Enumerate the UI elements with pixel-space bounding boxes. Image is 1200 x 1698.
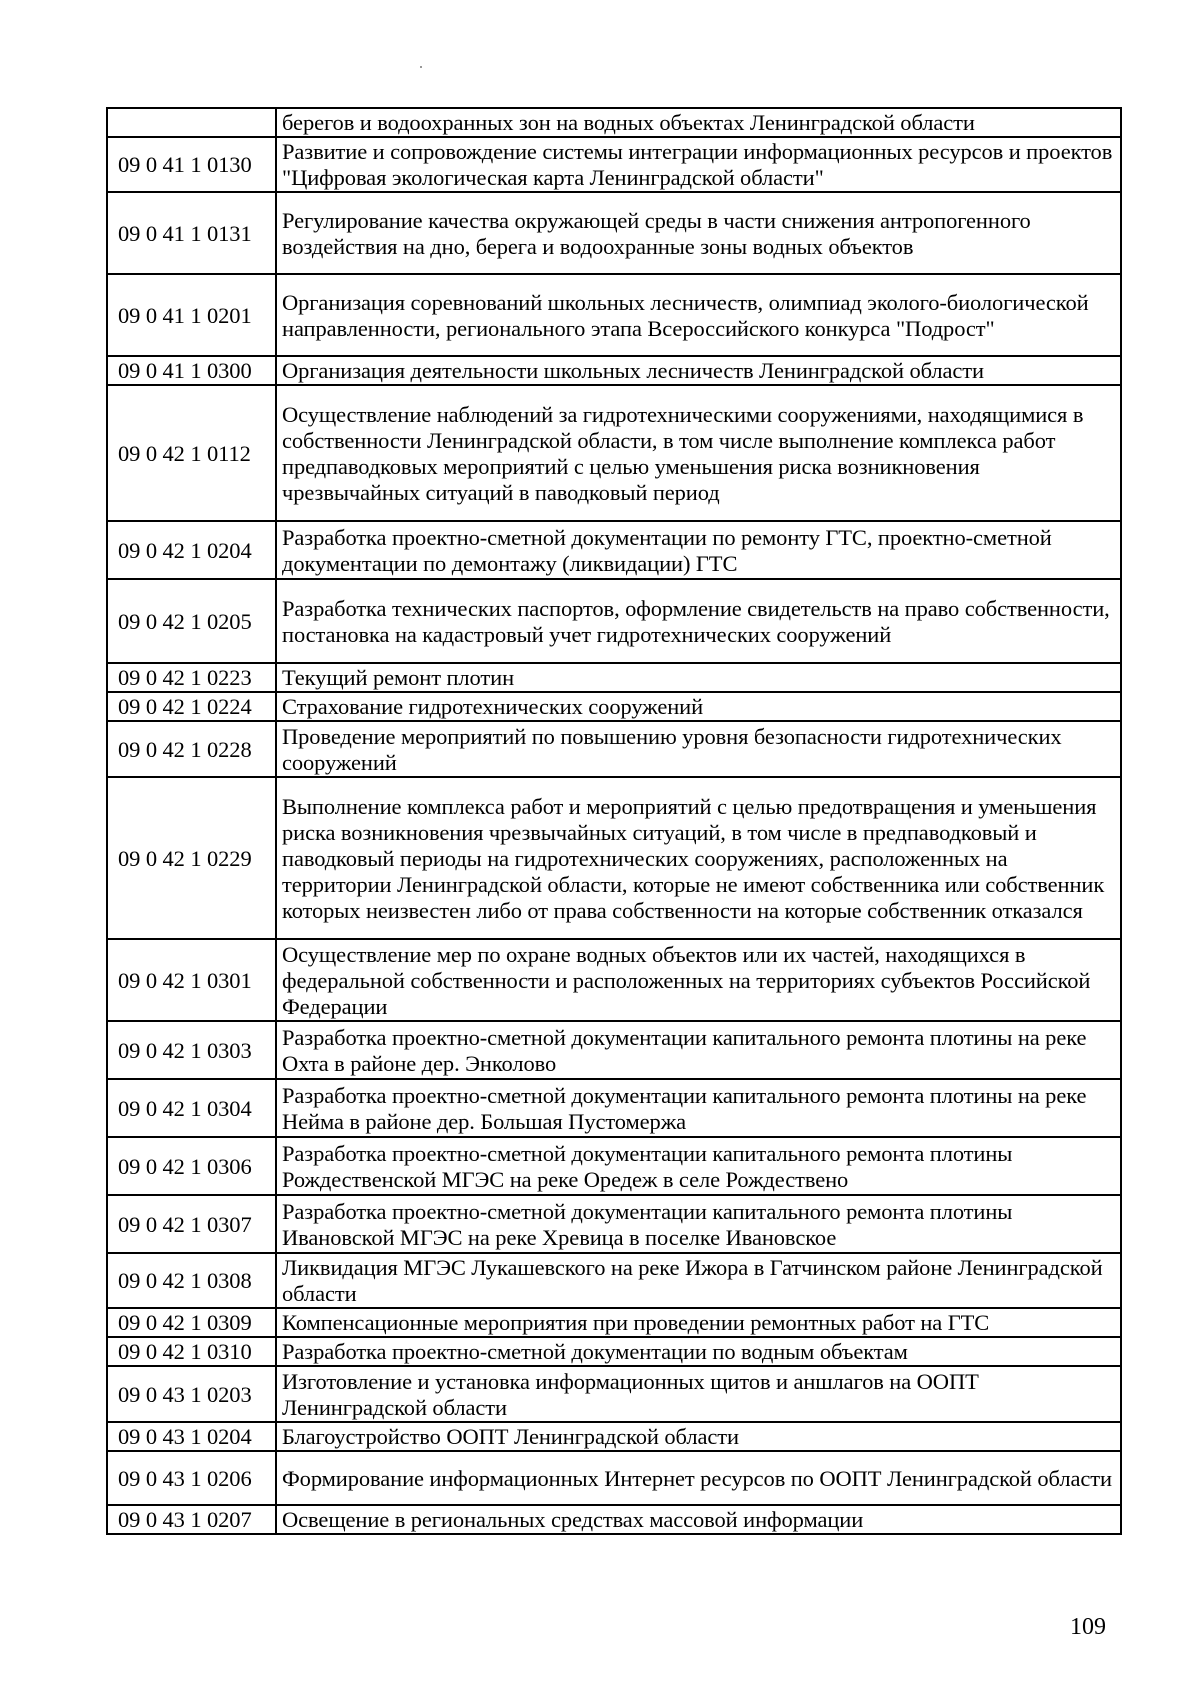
table-row (107, 1505, 1121, 1534)
row-code: 09 0 43 1 0203 (107, 1366, 276, 1422)
table-row (107, 1337, 1121, 1366)
row-code: 09 0 42 1 0228 (107, 721, 276, 777)
table-row (107, 1366, 1121, 1422)
row-description: Разработка технических паспортов, оформление свидетельств на право собственности, постановка на кадастровый учет гидротехнических сооружений (276, 579, 1121, 663)
row-code: 09 0 42 1 0310 (107, 1337, 276, 1366)
table-row (107, 692, 1121, 721)
row-code (107, 108, 276, 137)
table-row (107, 521, 1121, 579)
row-description: Страхование гидротехнических сооружений (276, 692, 1121, 721)
row-code: 09 0 42 1 0306 (107, 1137, 276, 1195)
row-description: Освещение в региональных средствах массовой информации (276, 1505, 1121, 1534)
table-row (107, 274, 1121, 356)
row-description: Разработка проектно-сметной документации капитального ремонта плотины Ивановской МГЭС на реке Хревица в поселке Ивановское (276, 1195, 1121, 1253)
table-row (107, 108, 1121, 137)
table-row (107, 1195, 1121, 1253)
row-code: 09 0 42 1 0205 (107, 579, 276, 663)
row-description: Текущий ремонт плотин (276, 663, 1121, 692)
row-code: 09 0 41 1 0201 (107, 274, 276, 356)
row-code: 09 0 42 1 0229 (107, 777, 276, 939)
row-code: 09 0 42 1 0112 (107, 385, 276, 521)
table-row (107, 579, 1121, 663)
table-row (107, 721, 1121, 777)
row-code: 09 0 42 1 0303 (107, 1021, 276, 1079)
row-code: 09 0 42 1 0223 (107, 663, 276, 692)
row-code: 09 0 43 1 0204 (107, 1422, 276, 1451)
table-row (107, 777, 1121, 939)
row-description: Выполнение комплекса работ и мероприятий с целью предотвращения и уменьшения риска возникновения чрезвычайных ситуаций, в том числе в предпаводковый и паводковый периоды на гидротехнических сооружениях, расположенных на территории Ленинградской области, которые не имеют собственника или собственник которых неизвестен либо от права собственности на которые собственник отказался (276, 777, 1121, 939)
row-code: 09 0 43 1 0206 (107, 1451, 276, 1505)
row-description: Изготовление и установка информационных щитов и аншлагов на ООПТ Ленинградской области (276, 1366, 1121, 1422)
row-description: Разработка проектно-сметной документации по водным объектам (276, 1337, 1121, 1366)
row-code: 09 0 42 1 0224 (107, 692, 276, 721)
row-code: 09 0 42 1 0308 (107, 1253, 276, 1308)
table-row (107, 385, 1121, 521)
row-code: 09 0 42 1 0204 (107, 521, 276, 579)
row-description: Развитие и сопровождение системы интеграции информационных ресурсов и проектов "Цифровая экологическая карта Ленинградской области" (276, 137, 1121, 192)
row-code: 09 0 42 1 0304 (107, 1079, 276, 1137)
row-description: берегов и водоохранных зон на водных объектах Ленинградской области (276, 108, 1121, 137)
row-code: 09 0 41 1 0130 (107, 137, 276, 192)
row-description: Разработка проектно-сметной документации по ремонту ГТС, проектно-сметной документации по демонтажу (ликвидации) ГТС (276, 521, 1121, 579)
table-row (107, 1308, 1121, 1337)
row-description: Регулирование качества окружающей среды в части снижения антропогенного воздействия на дно, берега и водоохранные зоны водных объектов (276, 192, 1121, 274)
table-row (107, 1079, 1121, 1137)
budget-codes-table (106, 107, 1122, 1535)
table-row (107, 356, 1121, 385)
row-description: Проведение мероприятий по повышению уровня безопасности гидротехнических сооружений (276, 721, 1121, 777)
scan-speck (420, 66, 422, 68)
row-description: Разработка проектно-сметной документации капитального ремонта плотины на реке Нейма в районе дер. Большая Пустомержа (276, 1079, 1121, 1137)
row-code: 09 0 41 1 0131 (107, 192, 276, 274)
row-description: Разработка проектно-сметной документации капитального ремонта плотины на реке Охта в районе дер. Энколово (276, 1021, 1121, 1079)
row-code: 09 0 41 1 0300 (107, 356, 276, 385)
row-description: Осуществление мер по охране водных объектов или их частей, находящихся в федеральной собственности и расположенных на территориях субъектов Российской Федерации (276, 939, 1121, 1021)
row-description: Организация соревнований школьных лесничеств, олимпиад эколого-биологической направленности, регионального этапа Всероссийского конкурса "Подрост" (276, 274, 1121, 356)
table-row (107, 1137, 1121, 1195)
page-number: 109 (1070, 1614, 1106, 1640)
row-code: 09 0 42 1 0301 (107, 939, 276, 1021)
table-row (107, 1422, 1121, 1451)
row-description: Ликвидация МГЭС Лукашевского на реке Ижора в Гатчинском районе Ленинградской области (276, 1253, 1121, 1308)
table-row (107, 192, 1121, 274)
row-description: Организация деятельности школьных лесничеств Ленинградской области (276, 356, 1121, 385)
row-description: Компенсационные мероприятия при проведении ремонтных работ на ГТС (276, 1308, 1121, 1337)
row-code: 09 0 42 1 0309 (107, 1308, 276, 1337)
row-code: 09 0 42 1 0307 (107, 1195, 276, 1253)
row-description: Разработка проектно-сметной документации капитального ремонта плотины Рождественской МГЭС на реке Оредеж в селе Рождествено (276, 1137, 1121, 1195)
row-description: Благоустройство ООПТ Ленинградской области (276, 1422, 1121, 1451)
table-row (107, 939, 1121, 1021)
table-row (107, 1021, 1121, 1079)
row-description: Осуществление наблюдений за гидротехническими сооружениями, находящимися в собственности Ленинградской области, в том числе выполнение комплекса работ предпаводковых мероприятий с целью уменьшения риска возникновения чрезвычайных ситуаций в паводковый период (276, 385, 1121, 521)
table-row (107, 1451, 1121, 1505)
row-code: 09 0 43 1 0207 (107, 1505, 276, 1534)
table-row (107, 1253, 1121, 1308)
table-row (107, 137, 1121, 192)
table-row (107, 663, 1121, 692)
row-description: Формирование информационных Интернет ресурсов по ООПТ Ленинградской области (276, 1451, 1121, 1505)
